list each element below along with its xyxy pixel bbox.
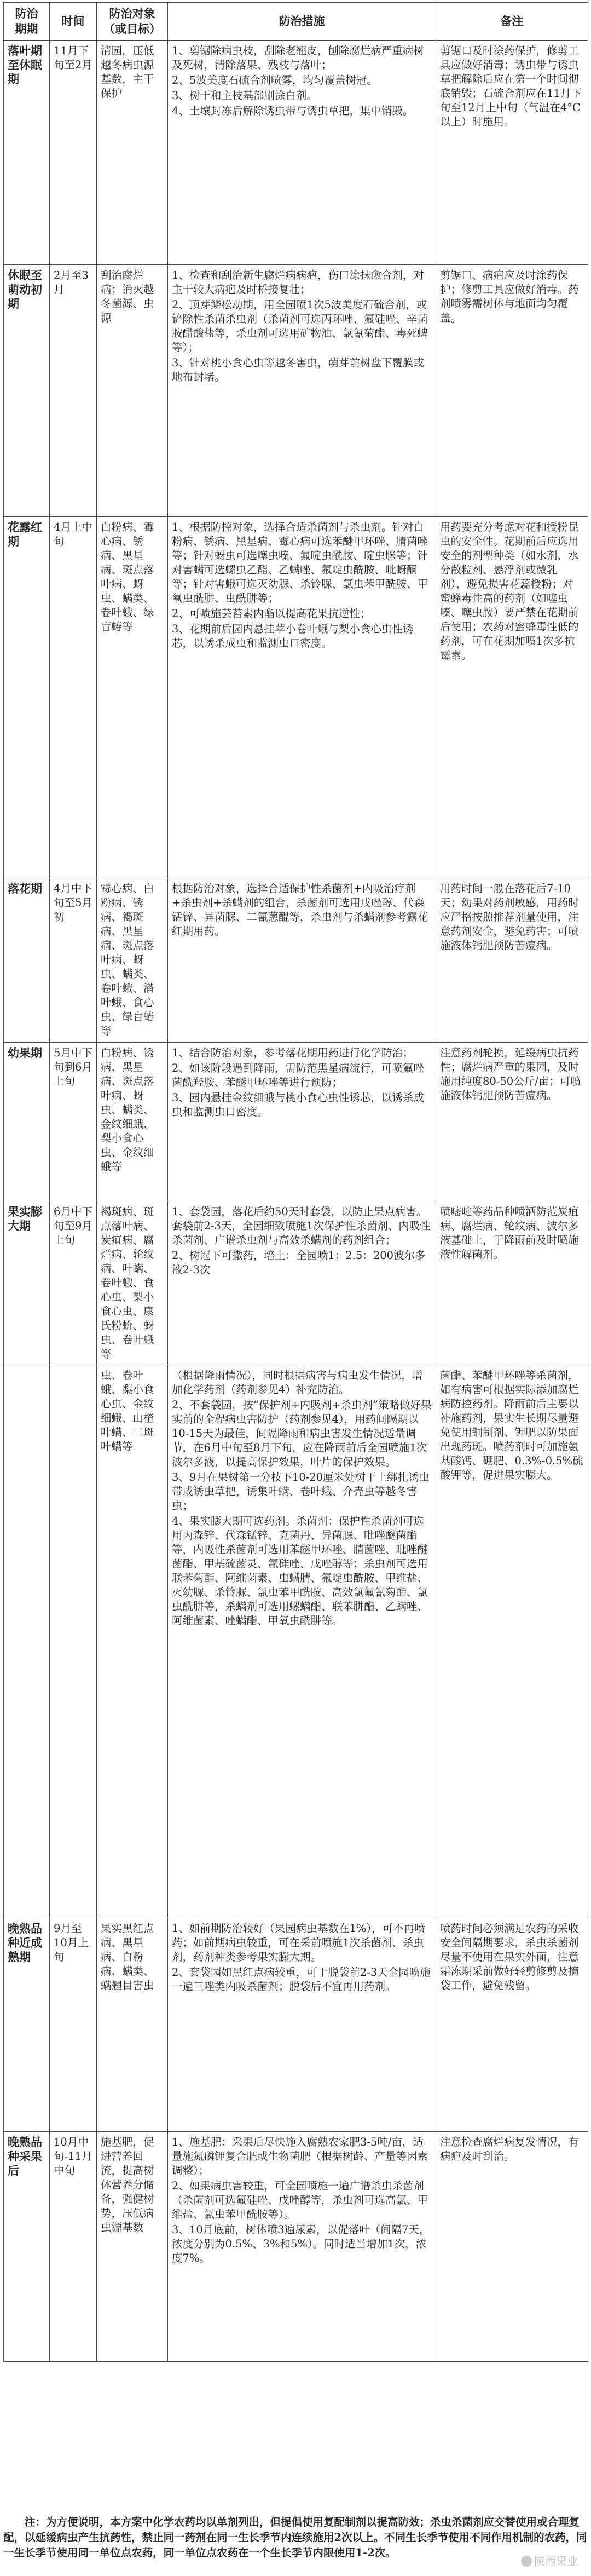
header-remarks: 备注 bbox=[436, 3, 588, 41]
table-row bbox=[4, 1365, 588, 1918]
row-measures bbox=[168, 878, 436, 1043]
table-header-row bbox=[4, 3, 588, 41]
measure-item: 2、顶芽鳞松动期，用全园喷1次5波美度石硫合剂，或铲除性杀菌杀虫剂（杀菌剂可选丙环唑、氟硅唑、辛菌胺醋酸盐等，杀虫剂可选用矿物油、氯氰菊酯、毒死蜱等）； bbox=[172, 298, 428, 354]
measure-item: 2、如该阶段遇到降雨，需防范黑星病流行，可喷氟唑菌酰羟胺、苯醚甲环唑等进行预防； bbox=[172, 1062, 424, 1089]
header-measures: 防治措施 bbox=[168, 3, 436, 41]
row-remarks: 喷药时间必须满足农药的采收安全间隔期要求，杀虫杀菌剂尽量不使用在果实外面，注意霜冻期采前做好轻剪修剪及摘袋工作，避免残留。 bbox=[436, 1918, 588, 2132]
row-period: 花露红期 bbox=[4, 517, 50, 878]
measure-item: 3、9月在果树第一分枝下10-20厘米处树干上绑扎诱虫带或诱虫草把，诱集叶螨、卷叶蛾、介壳虫等越冬害虫； bbox=[172, 1471, 430, 1512]
table-row bbox=[4, 41, 588, 265]
row-time bbox=[50, 1365, 97, 1918]
measure-item: 1、剪锯除病虫枝，刮除老翘皮，刨除腐烂病严重病树及死树，清除落果、残枝与落叶； bbox=[172, 44, 424, 71]
measure-item: 3、针对桃小食心虫等越冬害虫，萌芽前树盘下覆膜或地布封堵。 bbox=[172, 357, 424, 383]
measure-item: 2、套袋园如黑红点病较重，可于脱袋前2-3天全园喷施一遍三唑类内吸杀菌剂；脱袋后不宜再用药剂。 bbox=[172, 1966, 431, 1993]
row-time: 4月上中旬 bbox=[50, 517, 97, 878]
watermark-text: 陕西果业 bbox=[534, 2555, 578, 2568]
table-row bbox=[4, 2132, 588, 2362]
row-period: 晚熟品种近成熟期 bbox=[4, 1918, 50, 2132]
row-period: 休眠至萌动初期 bbox=[4, 265, 50, 517]
measure-item: 1、检查和刮治新生腐烂病病疤，伤口涂抹愈合剂，对主干较大病疤及时桥接复壮； bbox=[172, 269, 424, 296]
row-measures bbox=[168, 1043, 436, 1201]
row-period bbox=[4, 1365, 50, 1918]
row-period: 落叶期至休眠期 bbox=[4, 41, 50, 265]
row-time: 11月下旬至2月 bbox=[50, 41, 97, 265]
row-remarks: 注意检查腐烂病复发情况，有病疤及时刮治。 bbox=[436, 2132, 588, 2362]
row-target: 施基肥，促进营养回流，提高树体营养分储备，强健树势，压低病虫源基数 bbox=[97, 2132, 168, 2362]
row-period: 果实膨大期 bbox=[4, 1201, 50, 1365]
measure-item: 3、园内悬挂金纹细蛾与桃小食心虫性诱芯，以诱杀成虫和监测虫口密度。 bbox=[172, 1091, 424, 1118]
row-target: 果实黑红点病、黑星病、白粉病、螨类、螨翘目害虫 bbox=[97, 1918, 168, 2132]
measure-item: 4、土壤封冻后解除诱虫带与诱虫草把，集中销毁。 bbox=[172, 105, 414, 117]
row-period: 晚熟品种采果后 bbox=[4, 2132, 50, 2362]
row-target: 白粉病、霉心病、锈病、黑星病、斑点落叶病、蚜虫、螨类、卷叶蛾、绿盲蝽等 bbox=[97, 517, 168, 878]
measure-item: 1、施基肥：采果后尽快施入腐熟农家肥3-5吨/亩，适量施氮磷钾复合肥或生物菌肥（根据树龄、产量等因素调整）； bbox=[172, 2136, 428, 2177]
row-target: 白粉病、锈病、黑星病、斑点落叶病、蚜虫、螨类、金纹细蛾、梨小食心虫、金纹细蛾等 bbox=[97, 1043, 168, 1201]
row-time: 2月至3月 bbox=[50, 265, 97, 517]
row-target: 刮治腐烂病；消灭越冬菌源、虫源 bbox=[97, 265, 168, 517]
watermark bbox=[521, 2552, 578, 2568]
measure-item: 1、根据防控对象，选择合适杀菌剂与杀虫剂。针对白粉病、锈病、黑星病、霉心病可选苯醚甲环唑、腈菌唑等；针对蚜虫可选噻虫嗪、氟啶虫酰胺、啶虫脒等；针对害螨可选螺虫乙酯、乙螨唑、氟啶虫酰胺、吡蚜酮等；针对害蛾可选灭幼脲、杀铃脲、氯虫苯甲酰胺、甲氧虫酰肼、虫酰肼等； bbox=[172, 521, 428, 605]
measure-item: 3、10月底前，树体喷3遍尿素，以促落叶（间隔7天，浓度分别为0.5%、3%和5%）。同时适当增加1次，浓度7%。 bbox=[172, 2223, 430, 2264]
row-target: 霉心病、白粉病、锈病、褐斑病、黑星病、斑点落叶病、蚜虫、螨类、卷叶蛾、潜叶蛾、食心虫、绿盲蝽等 bbox=[97, 878, 168, 1043]
row-measures bbox=[168, 1365, 436, 1918]
row-target: 清园，压低越冬病虫源基数，主干保护 bbox=[97, 41, 168, 265]
row-remarks: 喷嘧啶等药品种喷洒防范炭疽病、腐烂病、轮纹病、波尔多液基础上，于降雨前及时喷施液性解菌剂。 bbox=[436, 1201, 588, 1365]
row-time: 10月中旬-11月中旬 bbox=[50, 2132, 97, 2362]
measure-item: 3、树干和主枝基部刷涂白剂。 bbox=[172, 89, 317, 102]
measure-item: 2、树冠下可撒药，培土：全园喷1：2.5：200波尔多液2-3次 bbox=[172, 1249, 426, 1276]
control-schedule-document bbox=[3, 2, 588, 2362]
header-period: 防治 期期 bbox=[4, 3, 50, 41]
measure-item: 4、果实膨大期可选药剂。杀菌剂：保护性杀菌剂可选用丙森锌、代森锰锌、克菌丹、异菌脲、吡唑醚菌酯等，内吸性杀菌剂可选用苯醚甲环唑、腈菌唑、吡唑醚菌酯、甲基硫菌灵、氟硅唑、戊唑醇等；杀虫剂可选用联苯菊酯、阿维菌素、虫螨腈、氟啶虫酰胺、甲维盐、灭幼脲、杀铃脲、氯虫苯甲酰胺、高效氯氟氰菊酯、氯虫酰肼等，杀螨剂可选用螺螨酯、联苯肼酯、乙螨唑、阿维菌素、唑螨酯、甲氧虫酰肼等。 bbox=[172, 1515, 428, 1627]
row-remarks: 用药要充分考虑对花和授粉昆虫的安全性。花期前后应选用安全的剂型种类（如水剂、水分散粒剂、悬浮剂或微乳剂），避免损害花蕊授粉；对蜜蜂毒性高的药剂（如噻虫嗪、噻虫胺）要严禁在花期前后使用；农药对蜜蜂毒性低的药剂，可在花期加喷1次多抗霉素。 bbox=[436, 517, 588, 878]
row-measures bbox=[168, 265, 436, 517]
row-remarks: 剪锯口及时涂药保护，修剪工具应做好消毒；诱虫带与诱虫草把解除后应在第一个时间彻底销毁；石硫合剂应在11月下旬至12月上中旬（气温在4°C以上）时施用。 bbox=[436, 41, 588, 265]
measure-item: 1、如前期防治较好（果园病虫基数在1%），可不再喷药；如前期病虫较重，可在采前喷施1次杀菌剂、杀虫剂，药剂种类参考果实膨大期。 bbox=[172, 1922, 425, 1963]
measure-item: 1、结合防治对象，参考落花期用药进行化学防治； bbox=[172, 1046, 414, 1059]
measure-item: 2、可喷施芸苔素内酯以提高花果抗逆性； bbox=[172, 607, 371, 620]
row-remarks: 菌酯、苯醚甲环唑等杀菌剂，如有病害可根据实际添加腐烂病防控药剂。降雨前后主要以补施药剂，果实生长期尽量避免使用铜制剂、钾肥以防果面出现药斑。喷药剂时可加施氨基酸钙、硼肥、0.3%-0.5%硫酸钾等，促进果实膨大。 bbox=[436, 1365, 588, 1918]
row-time: 6月中下旬至9月上旬 bbox=[50, 1201, 97, 1365]
measure-item: 1、套袋园，落花后约50天时套袋，以防止果点病害。套袋前2-3天，全园细致喷施1次保护性杀菌剂、内吸性杀菌剂、广谱杀虫剂与高效杀螨剂的药剂组合； bbox=[172, 1205, 431, 1246]
measure-item: 根据防治对象，选择合适保护性杀菌剂+内吸治疗剂+杀虫剂+杀螨剂的组合，杀菌剂可选用戊唑醇、代森锰锌、异菌脲、二氰蒽醌等，杀虫剂与杀螨剂参考露花红期用药。 bbox=[172, 882, 428, 938]
table-row bbox=[4, 1918, 588, 2132]
watermark-logo-icon bbox=[521, 2556, 532, 2567]
table-row bbox=[4, 1201, 588, 1365]
row-measures bbox=[168, 2132, 436, 2362]
footnote-text: 注：为方便说明，本方案中化学农药均以单剂列出，但提倡使用复配制剂以提高防效；杀虫杀菌剂应交替使用或合理复配，以延缓病虫产生抗药性，禁止同一药剂在同一生长季节内连续施用2次以上。不同生长季节使用不同作用机制的农药，同一生长季节使用同一单位点农药，同一单位点农药在一个生长季节内限使用1-2次。 bbox=[3, 2516, 587, 2559]
header-target: 防治对象 （或目标） bbox=[97, 3, 168, 41]
row-period: 落花期 bbox=[4, 878, 50, 1043]
row-measures bbox=[168, 517, 436, 878]
row-target: 褐斑病、斑点落叶病、炭疽病、腐烂病、轮纹病、叶螨、卷叶蛾、食心虫、梨小食心虫、康氏粉蚧、蚜虫、卷叶蛾等 bbox=[97, 1201, 168, 1365]
measure-item: （根据降雨情况），同时根据病害与病虫发生情况，增加化学药剂（药剂参见4）补充防治。 bbox=[172, 1369, 423, 1396]
row-target: 虫、卷叶蛾、梨小食心虫、金纹细蛾、山楂叶螨、二斑叶螨等 bbox=[97, 1365, 168, 1918]
table-row bbox=[4, 517, 588, 878]
row-remarks: 用药时间一般在落花后7-10天；幼果对药剂敏感，用药时应严格按照推荐剂量使用，注意药剂安全，避免药害；可喷施液体钙肥预防苦痘病。 bbox=[436, 878, 588, 1043]
row-time: 5月中下旬到6月上旬 bbox=[50, 1043, 97, 1201]
control-schedule-table bbox=[3, 2, 588, 2362]
footnote bbox=[3, 2515, 588, 2561]
row-time: 4月中下旬至5月初 bbox=[50, 878, 97, 1043]
measure-item: 2、不套袋园，按“保护剂+内吸剂+杀虫剂”策略做好果实前的全程病虫害防护（药剂参见4），用药间隔期以10-15天为最佳，间隔降雨和病虫害发生情况适量调节，在6月中旬至8月下旬，应在降雨前后全园喷施1次波尔多液，以提高保护效果，叶片的保护效果。 bbox=[172, 1399, 432, 1468]
table-row bbox=[4, 265, 588, 517]
table-row bbox=[4, 1043, 588, 1201]
row-period: 幼果期 bbox=[4, 1043, 50, 1201]
measure-item: 2、如果病虫害较重，可全园喷施一遍广谱杀虫杀菌剂（杀菌剂可选氟硅唑、戊唑醇等，杀虫剂可选高氯、甲维盐、氯虫苯甲酰胺等）。 bbox=[172, 2180, 428, 2221]
row-measures bbox=[168, 1201, 436, 1365]
row-measures bbox=[168, 41, 436, 265]
measure-item: 3、花期前后园内悬挂苹小卷叶蛾与梨小食心虫性诱芯，以诱杀成虫和监测虫口密度。 bbox=[172, 623, 414, 649]
header-time: 时间 bbox=[50, 3, 97, 41]
row-time: 9月至10月上旬 bbox=[50, 1918, 97, 2132]
row-remarks: 注意药剂轮换，延缓病虫抗药性；腐烂病严重的果园，及时施用纯度80-50公斤/亩；可喷施液体钙肥预防苦痘病。 bbox=[436, 1043, 588, 1201]
measure-item: 2、5波美度石硫合剂喷雾，均匀覆盖树冠。 bbox=[172, 74, 378, 87]
table-row bbox=[4, 878, 588, 1043]
row-measures bbox=[168, 1918, 436, 2132]
row-remarks: 剪锯口、病疤应及时涂药保护；修剪工具应做好消毒。药剂喷雾需树体与地面均匀覆盖。 bbox=[436, 265, 588, 517]
